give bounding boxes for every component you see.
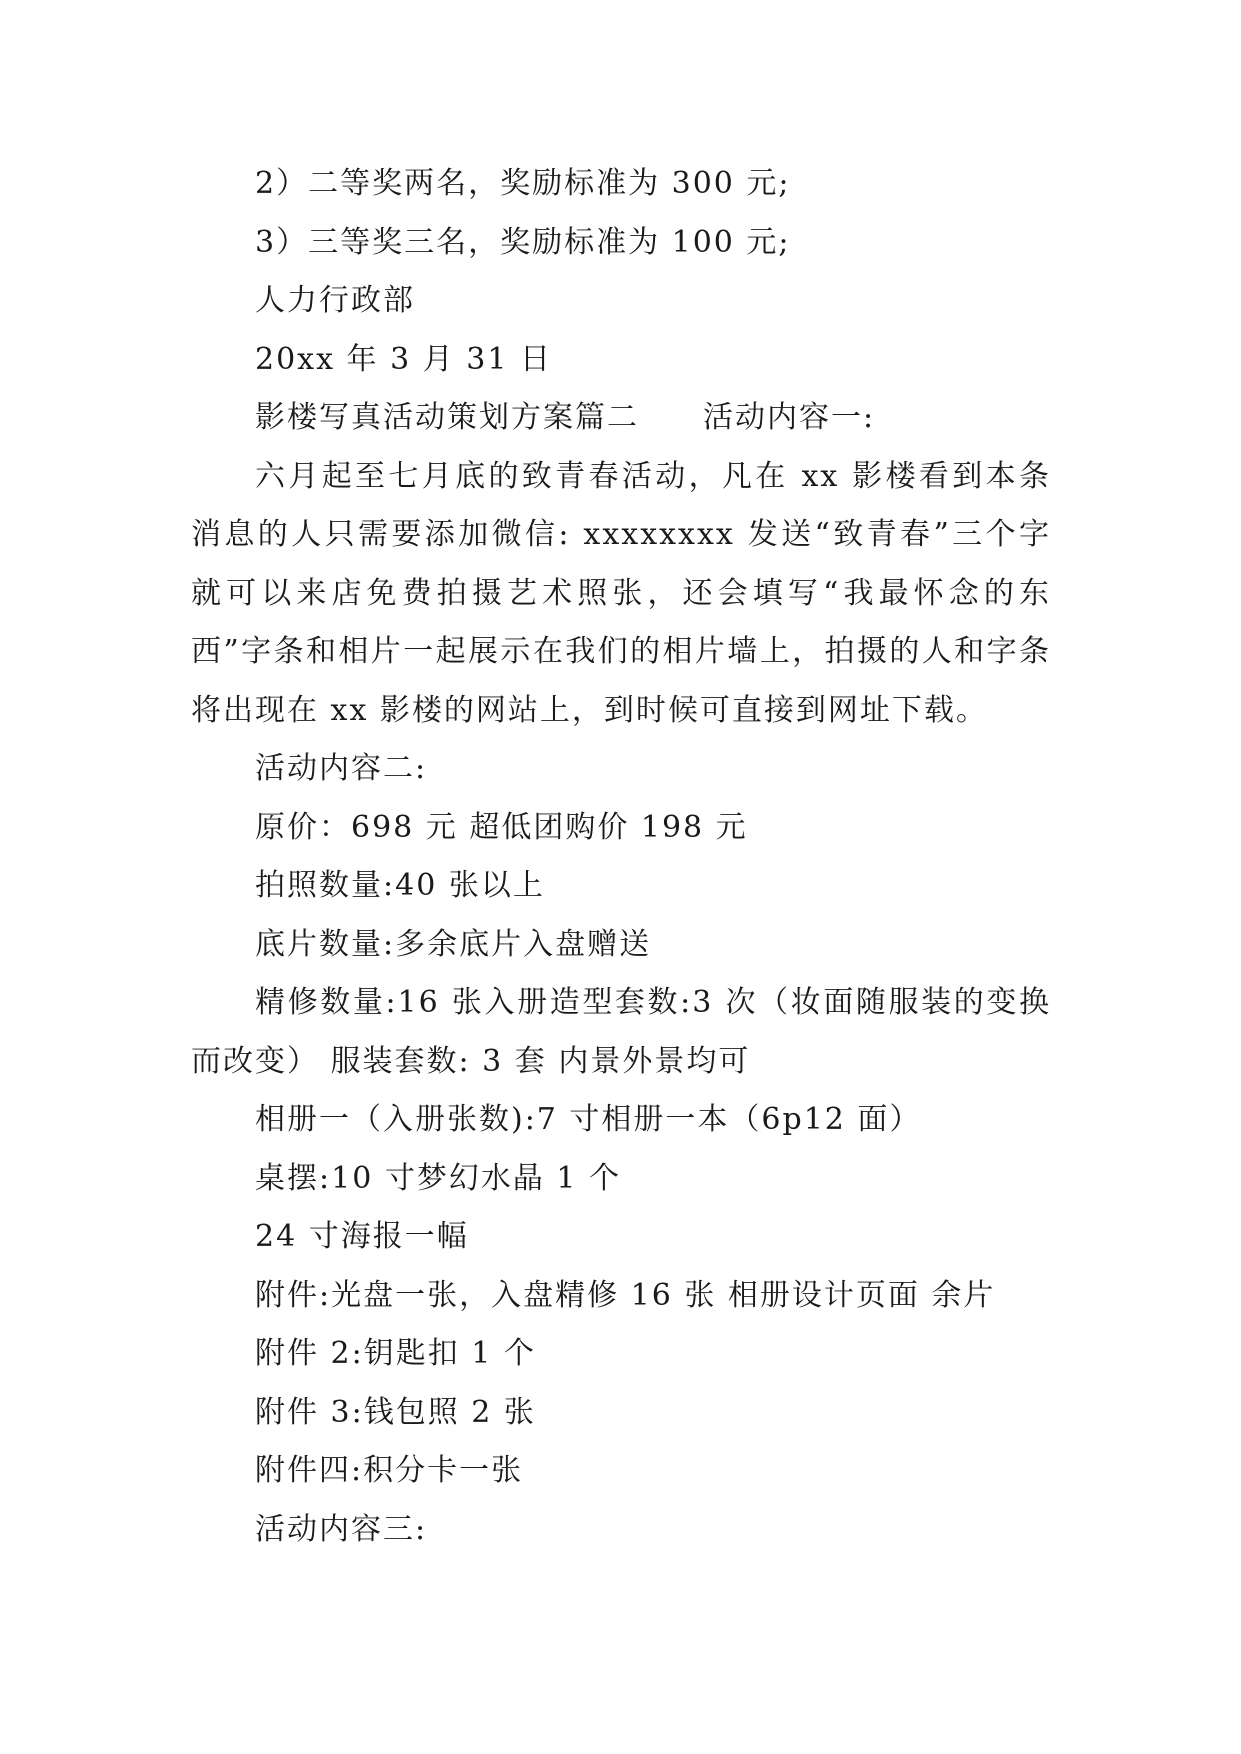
paragraph-prize-second: 2）二等奖两名，奖励标准为 300 元; bbox=[255, 166, 791, 201]
paragraph-poster: 24 寸海报一幅 bbox=[255, 1219, 469, 1254]
document-body bbox=[191, 155, 1051, 1559]
paragraph-attachment-three: 附件 3:钱包照 2 张 bbox=[255, 1394, 536, 1430]
paragraph-activity-two-heading: 活动内容二: bbox=[255, 751, 428, 786]
paragraph-activity-three-heading: 活动内容三: bbox=[255, 1511, 428, 1547]
paragraph-date: 20xx 年 3 月 31 日 bbox=[255, 341, 552, 377]
paragraph-retouch-count: 精修数量:16 张入册造型套数:3 次（妆面随服装的变换而改变） 服装套数: 3 套 内景外景均可 bbox=[191, 985, 1051, 1079]
paragraph-price: 原价：698 元 超低团购价 198 元 bbox=[255, 809, 748, 845]
paragraph-department: 人力行政部 bbox=[255, 283, 415, 318]
paragraph-activity-one-body: 六月起至七月底的致青春活动，凡在 xx 影楼看到本条消息的人只需要添加微信: xxxxxxxx 发送“致青春”三个字就可以来店免费拍摄艺术照张，还会填写“我最怀念的东西”字条和相片一起展示在我们的相片墙上，拍摄的人和字条将出现在 xx 影楼的网站上，到时候可直接到网址下载。 bbox=[191, 458, 1051, 728]
paragraph-attachment-one: 附件:光盘一张，入盘精修 16 张 相册设计页面 余片 bbox=[255, 1277, 996, 1313]
paragraph-section-heading: 影楼写真活动策划方案篇二 活动内容一: bbox=[255, 400, 876, 435]
paragraph-desk-frame: 桌摆:10 寸梦幻水晶 1 个 bbox=[255, 1160, 621, 1196]
paragraph-attachment-four: 附件四:积分卡一张 bbox=[255, 1453, 524, 1488]
paragraph-prize-third: 3）三等奖三名，奖励标准为 100 元; bbox=[255, 224, 791, 260]
paragraph-photo-count: 拍照数量:40 张以上 bbox=[255, 868, 545, 903]
paragraph-attachment-two: 附件 2:钥匙扣 1 个 bbox=[255, 1336, 536, 1371]
paragraph-album: 相册一（入册张数):7 寸相册一本（6p12 面） bbox=[255, 1102, 922, 1137]
paragraph-negative-count: 底片数量:多余底片入盘赠送 bbox=[255, 926, 652, 962]
